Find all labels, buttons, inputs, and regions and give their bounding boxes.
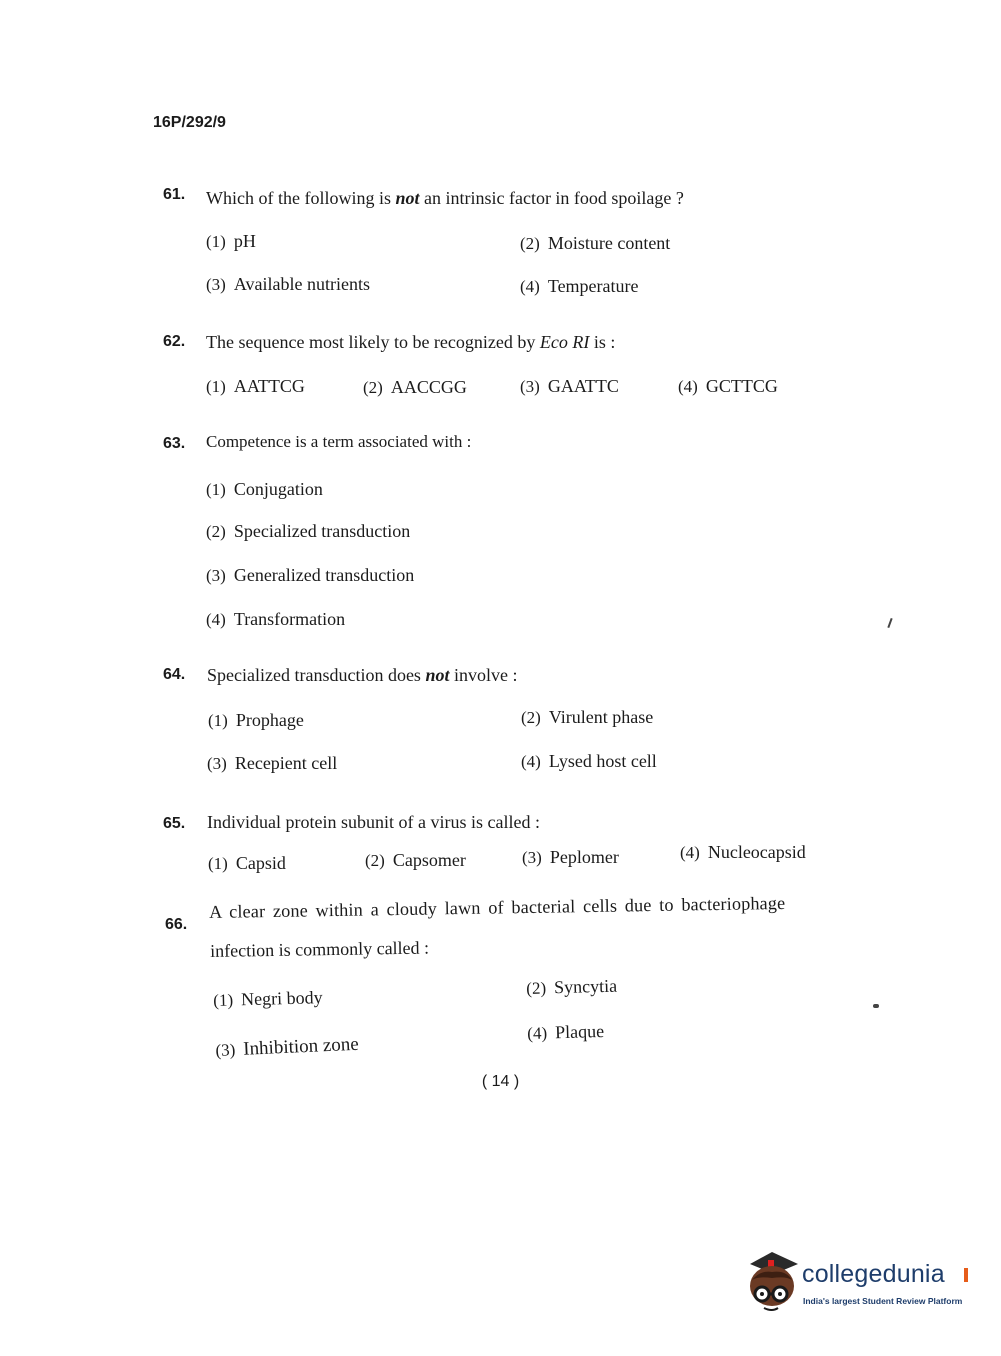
question-text: Competence is a term associated with :	[206, 432, 472, 451]
question-text-line-2: infection is commonly called :	[210, 937, 430, 961]
option-2: (2) Virulent phase	[521, 707, 654, 727]
option-3: (3) Recepient cell	[207, 753, 338, 773]
logo-tagline: India's largest Student Review Platform	[803, 1296, 963, 1306]
option-2: (2) Moisture content	[520, 233, 671, 253]
emphasis: not	[425, 665, 450, 685]
logo-accent	[964, 1268, 968, 1282]
collegedunia-logo[interactable]	[742, 1250, 972, 1320]
option-3: (3) Inhibition zone	[215, 1033, 360, 1060]
option-1: (1) Conjugation	[206, 479, 323, 499]
question-number: 66.	[165, 916, 188, 933]
page-number: ( 14 )	[481, 1073, 520, 1090]
question-number: 63.	[163, 435, 186, 452]
question-number: 62.	[163, 333, 186, 350]
option-2: (2) Syncytia	[526, 975, 618, 998]
emphasis: not	[395, 188, 420, 208]
logo-wordmark: collegedunia	[802, 1260, 945, 1288]
option-1: (1) Capsid	[208, 853, 286, 873]
question-number: 64.	[163, 666, 186, 683]
option-4: (4) GCTTCG	[678, 376, 778, 396]
option-4: (4) Plaque	[527, 1020, 605, 1043]
question-text: The sequence most likely to be recognized by Eco RI is :	[206, 332, 616, 352]
question-text-line-1: A clear zone within a cloudy lawn of bacterial cells due to bacteriophage	[209, 892, 786, 922]
option-3: (3) Peplomer	[522, 847, 619, 867]
option-4: (4) Lysed host cell	[521, 751, 657, 771]
option-3: (3) Available nutrients	[206, 274, 370, 294]
question-text: Which of the following is not an intrinsic factor in food spoilage ?	[206, 188, 684, 208]
question-number: 65.	[163, 815, 186, 832]
option-4: (4) Temperature	[520, 276, 639, 296]
option-1: (1) Negri body	[213, 987, 323, 1010]
option-1: (1) AATTCG	[206, 376, 305, 396]
option-1: (1) Prophage	[208, 710, 304, 730]
question-text: Specialized transduction does not involve :	[207, 665, 518, 685]
question-number: 61.	[163, 186, 186, 203]
option-2: (2) Specialized transduction	[206, 521, 411, 541]
question-text: Individual protein subunit of a virus is called :	[207, 812, 540, 832]
option-4: (4) Transformation	[206, 609, 346, 629]
option-2: (2) Capsomer	[365, 850, 466, 870]
mascot-icon	[742, 1250, 804, 1316]
scan-mark	[873, 1004, 879, 1008]
option-2: (2) AACCGG	[363, 377, 467, 397]
option-1: (1) pH	[206, 231, 256, 251]
emphasis: Eco RI	[539, 332, 590, 352]
paper-code: 16P/292/9	[153, 114, 226, 131]
scan-mark	[887, 618, 892, 628]
option-4: (4) Nucleocapsid	[680, 842, 806, 862]
option-3: (3) Generalized transduction	[206, 565, 415, 585]
option-3: (3) GAATTC	[520, 376, 619, 396]
